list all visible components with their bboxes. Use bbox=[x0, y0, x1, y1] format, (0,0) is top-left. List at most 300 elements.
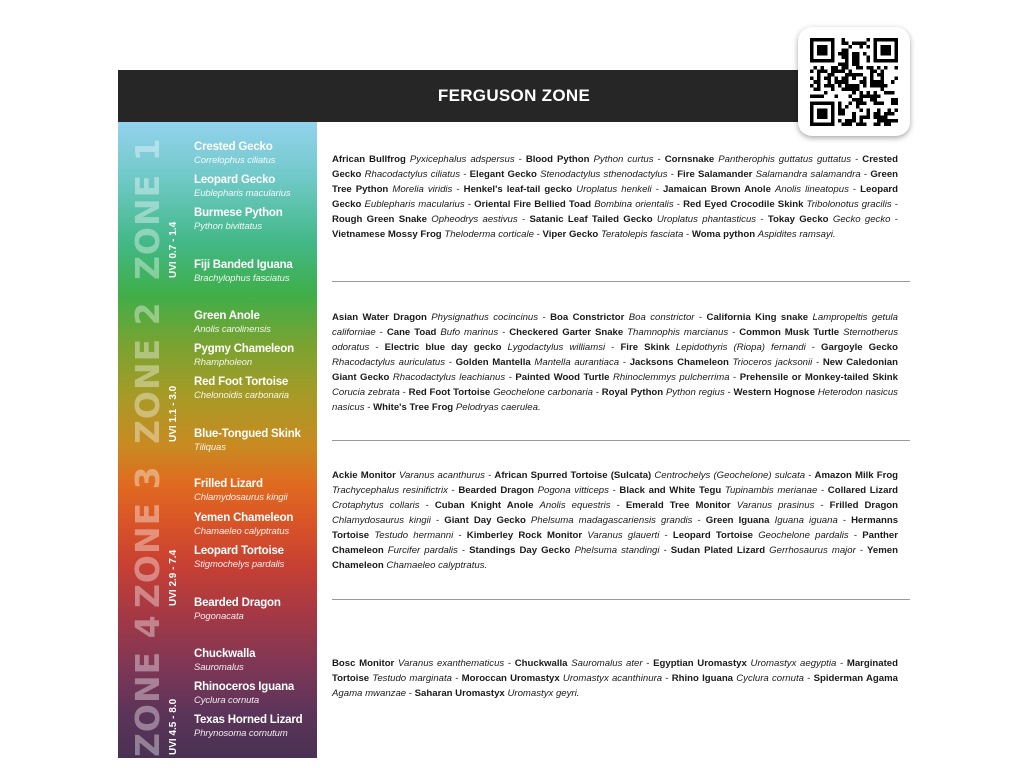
qr-module bbox=[866, 66, 870, 70]
qr-module bbox=[831, 69, 835, 73]
qr-module bbox=[877, 73, 881, 77]
species-common-name: Common Musk Turtle bbox=[739, 327, 840, 338]
species-latin-name: Phelsuma madagascariensis grandis bbox=[530, 515, 693, 526]
species-common-name: Bosc Monitor bbox=[332, 658, 395, 669]
qr-module bbox=[880, 76, 884, 80]
qr-module bbox=[873, 97, 877, 101]
qr-module bbox=[821, 94, 825, 98]
qr-module bbox=[842, 76, 846, 80]
species-common-name: Western Hognose bbox=[733, 387, 816, 398]
qr-module bbox=[810, 83, 814, 87]
species-latin-name: Lepidothyris (Riopa) fernandi bbox=[675, 342, 806, 353]
qr-module bbox=[849, 45, 853, 49]
qr-module bbox=[814, 87, 818, 91]
species-latin-name: Trachycephalus resinifictrix bbox=[332, 485, 448, 496]
species-latin-name: Anolis equestris bbox=[539, 500, 611, 511]
divider bbox=[332, 599, 910, 600]
qr-module bbox=[859, 80, 863, 84]
species-common-name: Egyptian Uromastyx bbox=[653, 658, 747, 669]
qr-module bbox=[842, 55, 846, 59]
qr-module bbox=[884, 90, 888, 94]
qr-module bbox=[870, 73, 874, 77]
qr-module bbox=[849, 87, 853, 91]
species-latin-name: Sauromalus ater bbox=[571, 658, 643, 669]
species-name: Burmese Python bbox=[194, 207, 283, 219]
species-item bbox=[194, 342, 294, 369]
zone-4-label bbox=[126, 607, 188, 757]
qr-module bbox=[887, 90, 891, 94]
qr-module bbox=[845, 52, 849, 56]
divider bbox=[332, 281, 910, 282]
qr-module bbox=[856, 62, 860, 66]
species-common-name: Standings Day Gecko bbox=[469, 545, 571, 556]
species-latin-name: Rhacodactylus auriculatus bbox=[332, 357, 446, 368]
species-latin-name: Varanus prasinus bbox=[736, 500, 815, 511]
species-common-name: African Spurred Tortoise (Sulcata) bbox=[494, 470, 652, 481]
species-latin-name: Physignathus cocincinus bbox=[431, 312, 539, 323]
species-latin-name: Varanus glauerti bbox=[587, 530, 660, 541]
species-common-name: Tokay Gecko bbox=[767, 214, 829, 225]
qr-module bbox=[821, 66, 825, 70]
species-item bbox=[194, 427, 301, 454]
species-common-name: Fire Skink bbox=[620, 342, 670, 353]
qr-module bbox=[877, 101, 881, 105]
species-latin-name: Teratolepis fasciata bbox=[600, 229, 684, 240]
species-common-name: Panther Chameleon bbox=[332, 530, 898, 556]
species-latin-name: Lampropeltis getula californiae bbox=[332, 312, 899, 338]
qr-module bbox=[894, 66, 898, 70]
species-latin-name: Lygodactylus williamsi bbox=[507, 342, 606, 353]
qr-module bbox=[849, 69, 853, 73]
species-common-name: Emerald Tree Monitor bbox=[625, 500, 731, 511]
qr-module bbox=[852, 62, 856, 66]
species-latin-name: Sternotherus odoratus bbox=[332, 327, 899, 353]
species-latin: Rhampholeon bbox=[194, 357, 253, 368]
zone-name: ZONE 2 bbox=[128, 301, 167, 444]
qr-module bbox=[866, 111, 870, 115]
qr-module bbox=[852, 111, 856, 115]
species-name: Frilled Lizard bbox=[194, 478, 263, 490]
species-common-name: Moroccan Uromastyx bbox=[461, 673, 560, 684]
species-common-name: Prehensile or Monkey-tailed Skink bbox=[739, 372, 898, 383]
qr-module bbox=[835, 66, 839, 70]
zone-uvi-range: UVI 1.1 - 3.0 bbox=[168, 385, 179, 442]
qr-module bbox=[863, 41, 867, 45]
qr-module bbox=[880, 73, 884, 77]
qr-module bbox=[817, 94, 821, 98]
qr-module bbox=[845, 48, 849, 52]
qr-module bbox=[856, 73, 860, 77]
qr-module bbox=[849, 83, 853, 87]
species-latin-name: Heterodon nasicus nasicus bbox=[332, 387, 898, 413]
qr-module bbox=[810, 94, 814, 98]
qr-module bbox=[877, 115, 881, 119]
qr-module bbox=[852, 41, 856, 45]
species-latin: Correlophus ciliatus bbox=[194, 155, 276, 166]
species-latin-name: Bufo marinus bbox=[440, 327, 499, 338]
species-latin-name: Morelia viridis bbox=[392, 184, 453, 195]
qr-module bbox=[877, 66, 881, 70]
qr-module bbox=[838, 83, 842, 87]
species-latin-name: Rhinoclemmys pulcherrima bbox=[613, 372, 730, 383]
species-latin: Tiliquas bbox=[194, 442, 226, 453]
species-latin-name: Iguana iguana bbox=[774, 515, 838, 526]
species-name: Blue-Tongued Skink bbox=[194, 428, 301, 440]
qr-module bbox=[856, 97, 860, 101]
species-name: Chuckwalla bbox=[194, 648, 256, 660]
qr-module bbox=[842, 108, 846, 112]
qr-module bbox=[842, 80, 846, 84]
species-latin-name: Boa constrictor bbox=[628, 312, 695, 323]
species-latin: Stigmochelys pardalis bbox=[194, 559, 285, 570]
species-latin-name: Stenodactylus sthenodactylus bbox=[540, 169, 668, 180]
qr-module bbox=[870, 66, 874, 70]
species-common-name: Ackie Monitor bbox=[332, 470, 396, 481]
species-common-name: Jacksons Chameleon bbox=[629, 357, 729, 368]
species-item bbox=[194, 173, 291, 200]
species-latin: Brachylophus fasciatus bbox=[194, 273, 290, 284]
species-common-name: Red Eyed Crocodile Skink bbox=[683, 199, 804, 210]
qr-module bbox=[866, 59, 870, 63]
species-latin-name: Theloderma corticale bbox=[444, 229, 534, 240]
qr-module bbox=[870, 97, 874, 101]
qr-module bbox=[824, 83, 828, 87]
qr-module bbox=[831, 66, 835, 70]
species-common-name: New Caledonian Giant Gecko bbox=[332, 357, 898, 383]
qr-module bbox=[817, 87, 821, 91]
qr-module bbox=[856, 41, 860, 45]
qr-module bbox=[845, 73, 849, 77]
qr-module bbox=[859, 41, 863, 45]
species-latin: Python bivittatus bbox=[194, 221, 263, 232]
species-common-name: Kimberley Rock Monitor bbox=[466, 530, 583, 541]
species-common-name: Cuban Knight Anole bbox=[434, 500, 534, 511]
qr-module bbox=[891, 80, 895, 84]
qr-module bbox=[824, 76, 828, 80]
qr-module bbox=[835, 69, 839, 73]
species-latin-name: Gecko gecko bbox=[832, 214, 891, 225]
species-item bbox=[194, 258, 293, 285]
species-latin-name: Varanus acanthurus bbox=[399, 470, 485, 481]
species-common-name: Sudan Plated Lizard bbox=[670, 545, 766, 556]
qr-module bbox=[891, 90, 895, 94]
qr-module bbox=[887, 111, 891, 115]
qr-module bbox=[842, 62, 846, 66]
qr-module bbox=[852, 59, 856, 63]
species-common-name: Checkered Garter Snake bbox=[509, 327, 624, 338]
qr-module bbox=[863, 115, 867, 119]
species-latin-name: Chlamydosaurus kingii bbox=[332, 515, 431, 526]
qr-module bbox=[866, 94, 870, 98]
species-name: Red Foot Tortoise bbox=[194, 376, 289, 388]
qr-module bbox=[842, 66, 846, 70]
species-item bbox=[194, 206, 283, 233]
species-common-name: Fire Salamander bbox=[677, 169, 753, 180]
species-latin-name: Opheodrys aestivus bbox=[431, 214, 518, 225]
species-latin-name: Rhacodactylus leachianus bbox=[392, 372, 506, 383]
qr-module bbox=[859, 90, 863, 94]
species-name: Crested Gecko bbox=[194, 141, 273, 153]
species-common-name: California King snake bbox=[706, 312, 809, 323]
qr-module bbox=[891, 111, 895, 115]
species-latin-name: Crotaphytus collaris bbox=[332, 500, 420, 511]
species-common-name: Chuckwalla bbox=[514, 658, 568, 669]
zone-uvi-range: UVI 4.5 - 8.0 bbox=[168, 698, 179, 755]
species-common-name: Black and White Tegu bbox=[619, 485, 722, 496]
species-common-name: Electric blue day gecko bbox=[384, 342, 502, 353]
qr-module bbox=[845, 66, 849, 70]
qr-module bbox=[859, 101, 863, 105]
species-common-name: Asian Water Dragon bbox=[332, 312, 427, 323]
qr-module bbox=[842, 48, 846, 52]
qr-module bbox=[877, 94, 881, 98]
qr-module bbox=[856, 52, 860, 56]
species-common-name: Green Iguana bbox=[705, 515, 770, 526]
species-latin-name: Pogona vitticeps bbox=[537, 485, 609, 496]
species-latin-name: Gerrhosaurus major bbox=[769, 545, 856, 556]
species-common-name: Spiderman Agama bbox=[813, 673, 898, 684]
qr-module bbox=[817, 108, 828, 119]
species-latin-name: Pyxicephalus adspersus bbox=[409, 154, 515, 165]
qr-module bbox=[880, 45, 891, 56]
qr-module bbox=[817, 69, 821, 73]
qr-module bbox=[880, 69, 884, 73]
species-latin-name: Anolis lineatopus bbox=[774, 184, 849, 195]
species-common-name: Marginated Tortoise bbox=[332, 658, 899, 684]
qr-module bbox=[814, 66, 818, 70]
qr-module bbox=[831, 73, 835, 77]
species-latin-name: Corucia zebrata bbox=[332, 387, 400, 398]
qr-module bbox=[859, 115, 863, 119]
species-common-name: Leopard Gecko bbox=[332, 184, 899, 210]
qr-module bbox=[884, 115, 888, 119]
qr-module bbox=[877, 111, 881, 115]
species-common-name: Bearded Dragon bbox=[458, 485, 534, 496]
species-common-name: Oriental Fire Bellied Toad bbox=[474, 199, 592, 210]
qr-module bbox=[838, 108, 842, 112]
species-latin: Chamaeleo calyptratus bbox=[194, 526, 290, 537]
species-latin-name: Geochelone carbonaria bbox=[493, 387, 593, 398]
species-latin-name: Bombina orientalis bbox=[594, 199, 674, 210]
species-item bbox=[194, 511, 293, 538]
qr-module bbox=[866, 38, 870, 42]
species-common-name: Satanic Leaf Tailed Gecko bbox=[529, 214, 653, 225]
qr-module bbox=[849, 73, 853, 77]
qr-module bbox=[842, 111, 846, 115]
species-latin-name: Rhacodactylus ciliatus bbox=[364, 169, 461, 180]
species-common-name: Frilled Dragon bbox=[829, 500, 899, 511]
qr-module bbox=[845, 76, 849, 80]
species-item bbox=[194, 544, 284, 571]
zone-3-label bbox=[126, 458, 188, 608]
species-common-name: Red Foot Tortoise bbox=[408, 387, 491, 398]
zone-2-species-text: Asian Water Dragon Physignathus cocincinus - Boa Constrictor Boa constrictor - California King snake Lampropeltis getula californiae - Cane Toad Bufo marinus - Checkered Garter Snake Thamnophis marcianus - Common Musk Turtle Sternotherus odoratus - Electric blue day gecko Lygodactylus williamsi - Fire Skink Lepidothyris (Riopa) fernandi - Gargoyle Gecko Rhacodactylus auriculatus - Golden Mantella Mantella aurantiaca - Jacksons Chameleon Trioceros jacksonii - New Caledonian Giant Gecko Rhacodactylus leachianus - Painted Wood Turtle Rhinoclemmys pulcherrima - Prehensile or Monkey-tailed Skink Corucia zebrata - Red Foot Tortoise Geochelone carbonaria - Royal Python Python regius - Western Hognose Heterodon nasicus nasicus - White's Tree Frog Pelodryas caerulea. bbox=[332, 312, 899, 413]
species-common-name: Crested Gecko bbox=[332, 154, 898, 180]
species-common-name: Gargoyle Gecko bbox=[821, 342, 899, 353]
qr-module bbox=[845, 83, 849, 87]
qr-module bbox=[866, 90, 870, 94]
qr-module bbox=[828, 83, 832, 87]
qr-module bbox=[842, 87, 846, 91]
qr-module bbox=[828, 73, 832, 77]
qr-module bbox=[859, 73, 863, 77]
species-latin: Eublepharis macularius bbox=[194, 188, 291, 199]
qr-code-icon bbox=[810, 38, 898, 126]
zone-4-species-text: Bosc Monitor Varanus exanthematicus - Chuckwalla Sauromalus ater - Egyptian Uromastyx Uromastyx aegyptia - Marginated Tortoise Testudo marginata - Moroccan Uromastyx Uromastyx acanthinura - Rhino Iguana Cyclura cornuta - Spiderman Agama Agama mwanzae - Saharan Uromastyx Uromastyx geyri. bbox=[332, 658, 899, 699]
qr-module bbox=[880, 115, 884, 119]
species-latin: Sauromalus bbox=[194, 662, 244, 673]
species-item bbox=[194, 680, 294, 707]
zone-uvi-range: UVI 2.9 - 7.4 bbox=[168, 549, 179, 606]
qr-module bbox=[845, 87, 849, 91]
species-item bbox=[194, 375, 289, 402]
qr-module bbox=[894, 101, 898, 105]
species-common-name: Henkel's leaf-tail gecko bbox=[463, 184, 573, 195]
species-common-name: Vietnamese Mossy Frog bbox=[332, 229, 442, 240]
qr-module bbox=[894, 76, 898, 80]
species-name: Green Anole bbox=[194, 310, 260, 322]
species-common-name: Amazon Milk Frog bbox=[814, 470, 899, 481]
species-item bbox=[194, 596, 281, 623]
zone-sidebar bbox=[118, 122, 317, 758]
qr-module bbox=[887, 108, 891, 112]
qr-module bbox=[821, 69, 825, 73]
qr-module bbox=[845, 55, 849, 59]
qr-module bbox=[845, 104, 849, 108]
species-latin: Chelonoidis carbonaria bbox=[194, 390, 289, 401]
species-latin-name: Salamandra salamandra bbox=[755, 169, 861, 180]
qr-module bbox=[866, 45, 870, 49]
species-latin-name: Testudo marginata bbox=[372, 673, 452, 684]
qr-code[interactable] bbox=[798, 27, 910, 136]
qr-module bbox=[852, 83, 856, 87]
species-latin-name: Uroplatus henkeli bbox=[576, 184, 652, 195]
species-common-name: Golden Mantella bbox=[455, 357, 531, 368]
species-latin: Cyclura cornuta bbox=[194, 695, 260, 706]
header-bar bbox=[118, 70, 910, 122]
qr-module bbox=[873, 111, 877, 115]
zone-3-species-text: Ackie Monitor Varanus acanthurus - African Spurred Tortoise (Sulcata) Centrochelys (Geochelone) sulcata - Amazon Milk Frog Trachycephalus resinifictrix - Bearded Dragon Pogona vitticeps - Black and White Tegu Tupinambis merianae - Collared Lizard Crotaphytus collaris - Cuban Knight Anole Anolis equestris - Emerald Tree Monitor Varanus prasinus - Frilled Dragon Chlamydosaurus kingii - Giant Day Gecko Phelsuma madagascariensis grandis - Green Iguana Iguana iguana - Hermanns Tortoise Testudo hermanni - Kimberley Rock Monitor Varanus glauerti - Leopard Tortoise Geochelone pardalis - Panther Chameleon Furcifer pardalis - Standings Day Gecko Phelsuma standingi - Sudan Plated Lizard Gerrhosaurus major - Yemen Chameleon Chamaeleo calyptratus. bbox=[332, 470, 899, 571]
qr-module bbox=[873, 94, 877, 98]
qr-module bbox=[856, 59, 860, 63]
qr-module bbox=[856, 104, 860, 108]
species-latin: Chlamydosaurus kingii bbox=[194, 492, 288, 503]
qr-module bbox=[817, 73, 821, 77]
species-latin-name: Uroplatus phantasticus bbox=[656, 214, 757, 225]
qr-module bbox=[859, 97, 863, 101]
qr-module bbox=[835, 80, 839, 84]
qr-module bbox=[877, 83, 881, 87]
zone-1-label bbox=[126, 130, 188, 280]
qr-module bbox=[814, 80, 818, 84]
qr-module bbox=[835, 94, 839, 98]
qr-module bbox=[817, 45, 828, 56]
species-latin-name: Cyclura cornuta bbox=[736, 673, 804, 684]
qr-module bbox=[845, 41, 849, 45]
qr-module bbox=[873, 101, 877, 105]
page-title: FERGUSON ZONE bbox=[437, 86, 591, 105]
species-latin-name: Eublepharis macularius bbox=[364, 199, 465, 210]
zone-name: ZONE 1 bbox=[128, 137, 167, 280]
qr-module bbox=[814, 94, 818, 98]
species-common-name: Collared Lizard bbox=[827, 485, 899, 496]
species-item bbox=[194, 309, 271, 336]
qr-module bbox=[852, 73, 856, 77]
zone-name: ZONE 4 bbox=[128, 614, 167, 757]
qr-module bbox=[849, 94, 853, 98]
qr-module bbox=[845, 62, 849, 66]
species-latin-name: Tupinambis merianae bbox=[724, 485, 818, 496]
qr-module bbox=[894, 108, 898, 112]
qr-module bbox=[884, 111, 888, 115]
qr-module bbox=[849, 101, 853, 105]
qr-module bbox=[880, 80, 884, 84]
qr-module bbox=[831, 87, 835, 91]
qr-module bbox=[824, 90, 828, 94]
qr-module bbox=[838, 101, 842, 105]
qr-module bbox=[852, 115, 856, 119]
zone-2-label bbox=[126, 294, 188, 444]
species-item bbox=[194, 140, 275, 167]
species-name: Leopard Gecko bbox=[194, 174, 276, 186]
species-common-name: Boa Constrictor bbox=[550, 312, 625, 323]
qr-module bbox=[852, 52, 856, 56]
qr-module bbox=[835, 76, 839, 80]
qr-module bbox=[866, 108, 870, 112]
qr-module bbox=[824, 69, 828, 73]
qr-module bbox=[877, 108, 881, 112]
species-latin-name: Chamaeleo calyptratus. bbox=[386, 560, 488, 571]
qr-module bbox=[852, 90, 856, 94]
species-latin: Anolis carolinensis bbox=[194, 324, 271, 335]
species-name: Yemen Chameleon bbox=[194, 512, 294, 524]
qr-module bbox=[852, 55, 856, 59]
qr-module bbox=[873, 80, 877, 84]
species-name: Texas Horned Lizard bbox=[194, 714, 303, 726]
species-common-name: African Bullfrog bbox=[332, 154, 406, 165]
species-item bbox=[194, 477, 287, 504]
species-common-name: Woma python bbox=[691, 229, 756, 240]
zone-name: ZONE 3 bbox=[128, 465, 167, 608]
species-latin-name: Geochelone pardalis bbox=[758, 530, 849, 541]
qr-module bbox=[856, 83, 860, 87]
qr-module bbox=[838, 62, 842, 66]
species-common-name: Royal Python bbox=[601, 387, 664, 398]
species-item bbox=[194, 713, 302, 740]
species-latin: Pogonacata bbox=[194, 611, 244, 622]
qr-module bbox=[870, 83, 874, 87]
qr-module bbox=[856, 55, 860, 59]
species-item bbox=[194, 647, 255, 674]
species-common-name: Saharan Uromastyx bbox=[414, 688, 505, 699]
species-latin-name: Aspidites ramsayi. bbox=[757, 229, 836, 240]
qr-module bbox=[863, 94, 867, 98]
qr-module bbox=[838, 104, 842, 108]
species-latin-name: Pantherophis guttatus guttatus bbox=[718, 154, 852, 165]
species-latin-name: Testudo hermanni bbox=[374, 530, 454, 541]
species-common-name: Rough Green Snake bbox=[332, 214, 427, 225]
species-latin-name: Tribolonotus gracilis bbox=[806, 199, 892, 210]
qr-module bbox=[873, 90, 877, 94]
qr-module bbox=[842, 41, 846, 45]
qr-module bbox=[884, 66, 888, 70]
zone-species-content bbox=[317, 122, 910, 758]
species-common-name: Giant Day Gecko bbox=[444, 515, 526, 526]
qr-module bbox=[817, 76, 821, 80]
qr-module bbox=[810, 76, 814, 80]
qr-module bbox=[856, 66, 860, 70]
zone-1-species-text: African Bullfrog Pyxicephalus adspersus - Blood Python Python curtus - Cornsnake Pantherophis guttatus guttatus - Crested Gecko Rhacodactylus ciliatus - Elegant Gecko Stenodactylus sthenodactylus - Fire Salamander Salamandra salamandra - Green Tree Python Morelia viridis - Henkel's leaf-tail gecko Uroplatus henkeli - Jamaican Brown Anole Anolis lineatopus - Leopard Gecko Eublepharis macularius - Oriental Fire Bellied Toad Bombina orientalis - Red Eyed Crocodile Skink Tribolonotus gracilis - Rough Green Snake Opheodrys aestivus - Satanic Leaf Tailed Gecko Uroplatus phantasticus - Tokay Gecko Gecko gecko - Vietnamese Mossy Frog Theloderma corticale - Viper Gecko Teratolepis fasciata - Woma python Aspidites ramsayi. bbox=[332, 154, 899, 240]
